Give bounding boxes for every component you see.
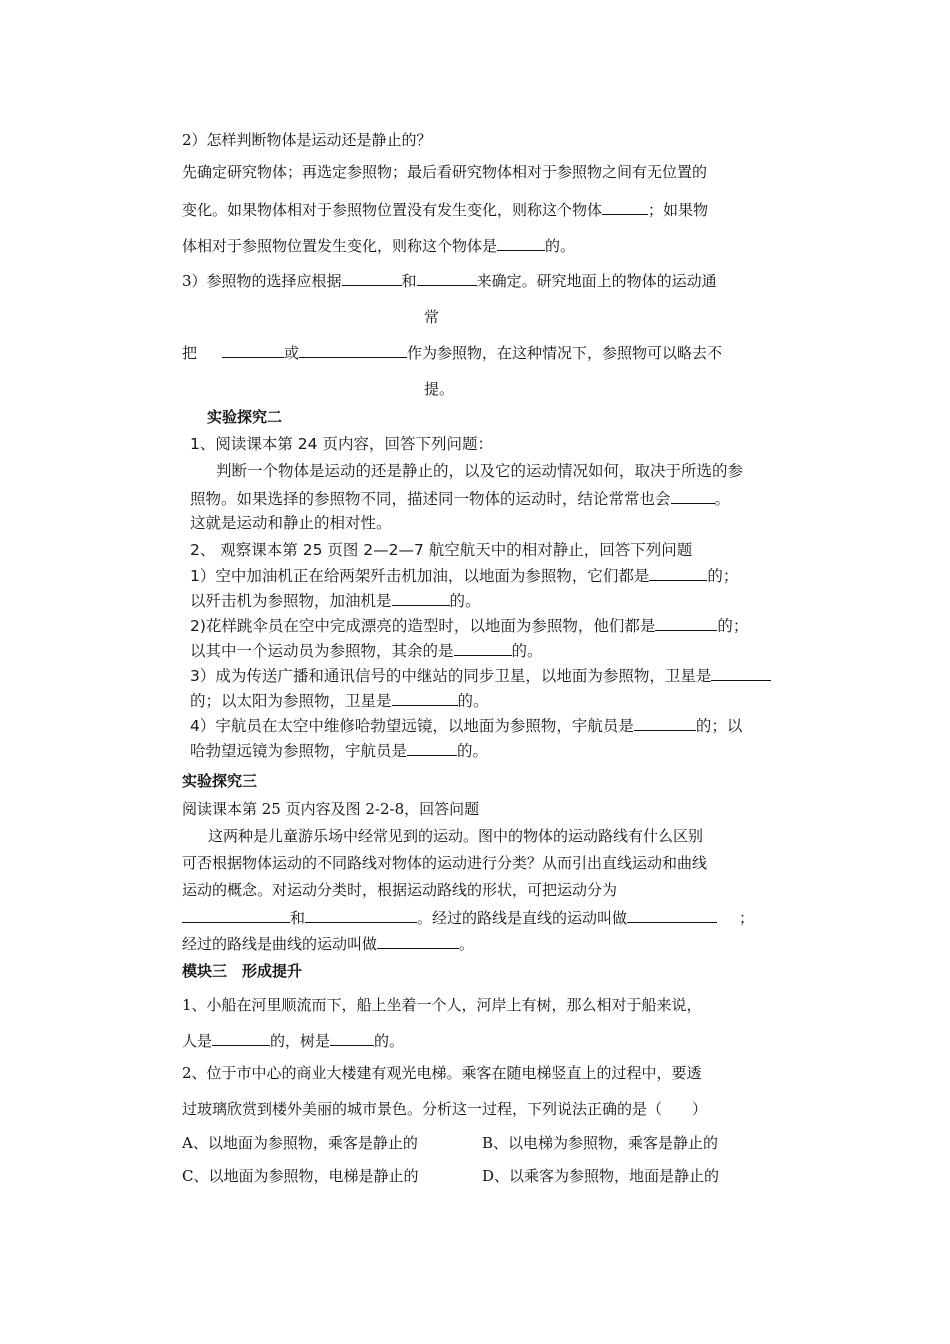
answer-blank[interactable] bbox=[454, 640, 512, 656]
answer-blank[interactable] bbox=[711, 665, 771, 681]
answer-blank[interactable] bbox=[182, 907, 290, 923]
section-heading-exp2: 实验探究二 bbox=[207, 408, 283, 426]
question-2-line-3: 体相对于参照物位置发生变化，则称这个物体是 的。 bbox=[182, 237, 576, 255]
answer-blank[interactable] bbox=[671, 488, 715, 504]
question-2-line-1: 先确定研究物体；再选定参照物；最后看研究物体相对于参照物之间有无位置的 bbox=[182, 163, 708, 181]
module3-q1-line-1: 1、小船在河里顺流而下，船上坐着一个人，河岸上有树，那么相对于船来说， bbox=[182, 996, 702, 1014]
exp3-para-1: 这两种是儿童游乐场中经常见到的运动。图中的物体的运动路线有什么区别 bbox=[208, 827, 704, 845]
item-2: 2、 观察课本第 25 页图 2—2—7 航空航天中的相对静止，回答下列问题 bbox=[190, 541, 693, 559]
question-2-title: 2）怎样判断物体是运动还是静止的？ bbox=[182, 131, 432, 149]
module3-q2-line-1: 2、位于市中心的商业大楼建有观光电梯。乘客在随电梯竖直上的过程中，要透 bbox=[182, 1064, 702, 1082]
option-a[interactable]: A、以地面为参照物，乘客是静止的 bbox=[182, 1134, 418, 1152]
section-heading-module3: 模块三 形成提升 bbox=[182, 962, 303, 980]
answer-blank[interactable] bbox=[330, 1030, 374, 1046]
item-2-d-line-1: 4）宇航员在太空中维修哈勃望远镜，以地面为参照物，宇航员是 的；以 bbox=[190, 717, 743, 735]
answer-blank[interactable] bbox=[392, 690, 458, 706]
answer-blank[interactable] bbox=[602, 199, 648, 215]
option-d[interactable]: D、以乘客为参照物，地面是静止的 bbox=[482, 1167, 720, 1185]
answer-blank[interactable] bbox=[407, 740, 457, 756]
exp3-para-3: 运动的概念。对运动分类时，根据运动路线的形状，可把运动分为 bbox=[182, 881, 618, 899]
option-b[interactable]: B、以电梯为参照物，乘客是静止的 bbox=[482, 1134, 719, 1152]
module3-q1-line-2: 人是 的，树是 的。 bbox=[182, 1032, 405, 1050]
item-2-b-line-1: 2)花样跳伞员在空中完成漂亮的造型时，以地面为参照物，他们都是 的； bbox=[190, 617, 749, 635]
item-2-c-line-1: 3）成为传送广播和通讯信号的中继站的同步卫星，以地面为参照物，卫星是 bbox=[190, 665, 771, 686]
module3-q2-line-2: 过玻璃欣赏到楼外美丽的城市景色。分析这一过程，下列说法正确的是（ ） bbox=[182, 1100, 708, 1118]
answer-blank[interactable] bbox=[627, 907, 717, 923]
item-1-para-1: 判断一个物体是运动的还是静止的，以及它的运动情况如何，取决于所选的参 bbox=[216, 462, 744, 480]
answer-blank[interactable] bbox=[305, 907, 417, 923]
answer-blank[interactable] bbox=[649, 565, 707, 581]
option-c[interactable]: C、以地面为参照物，电梯是静止的 bbox=[182, 1167, 419, 1185]
answer-blank[interactable] bbox=[634, 715, 696, 731]
answer-blank[interactable] bbox=[222, 342, 284, 358]
answer-blank[interactable] bbox=[497, 235, 545, 251]
item-1-para-2: 照物。如果选择的参照物不同，描述同一物体的运动时，结论常常也会 。 bbox=[190, 490, 731, 508]
item-2-c-line-2: 的；以太阳为参照物，卫星是 的。 bbox=[190, 692, 489, 710]
answer-blank[interactable] bbox=[377, 933, 459, 949]
item-2-b-line-2: 以其中一个运动员为参照物，其余的是 的。 bbox=[190, 642, 543, 660]
answer-blank[interactable] bbox=[392, 590, 450, 606]
answer-blank[interactable] bbox=[342, 270, 402, 286]
exp3-para-4: 和 。经过的路线是直线的运动叫做 ； bbox=[182, 907, 754, 928]
question-2-line-2: 变化。如果物体相对于参照物位置没有发生变化，则称这个物体 ；如果物 bbox=[182, 201, 709, 219]
answer-blank[interactable] bbox=[299, 342, 407, 358]
answer-blank[interactable] bbox=[212, 1030, 270, 1046]
item-1-para-3: 这就是运动和静止的相对性。 bbox=[190, 514, 392, 532]
question-3-line-1: 3）参照物的选择应根据 和 来确定。研究地面上的物体的运动通 bbox=[182, 272, 717, 290]
exp3-intro: 阅读课本第 25 页内容及图 2-2-8，回答问题 bbox=[182, 800, 480, 818]
item-2-a-line-2: 以歼击机为参照物，加油机是 的。 bbox=[190, 592, 481, 610]
exp3-para-2: 可否根据物体运动的不同路线对物体的运动进行分类？从而引出直线运动和曲线 bbox=[182, 854, 708, 872]
item-2-a-line-1: 1）空中加油机正在给两架歼击机加油，以地面为参照物，它们都是 的； bbox=[190, 567, 739, 585]
answer-blank[interactable] bbox=[417, 270, 477, 286]
item-1: 1、阅读课本第 24 页内容，回答下列问题： bbox=[190, 435, 493, 453]
question-3-line-3: 把 或 作为参照物，在这种情况下，参照物可以略去不 bbox=[182, 344, 723, 362]
section-heading-exp3: 实验探究三 bbox=[182, 772, 258, 790]
answer-blank[interactable] bbox=[655, 615, 717, 631]
item-2-d-line-2: 哈勃望远镜为参照物，宇航员是 的。 bbox=[190, 742, 489, 760]
question-3-line-4: 提。 bbox=[424, 380, 455, 398]
question-3-line-2: 常 bbox=[424, 308, 440, 326]
exp3-para-5: 经过的路线是曲线的运动叫做 。 bbox=[182, 935, 475, 953]
